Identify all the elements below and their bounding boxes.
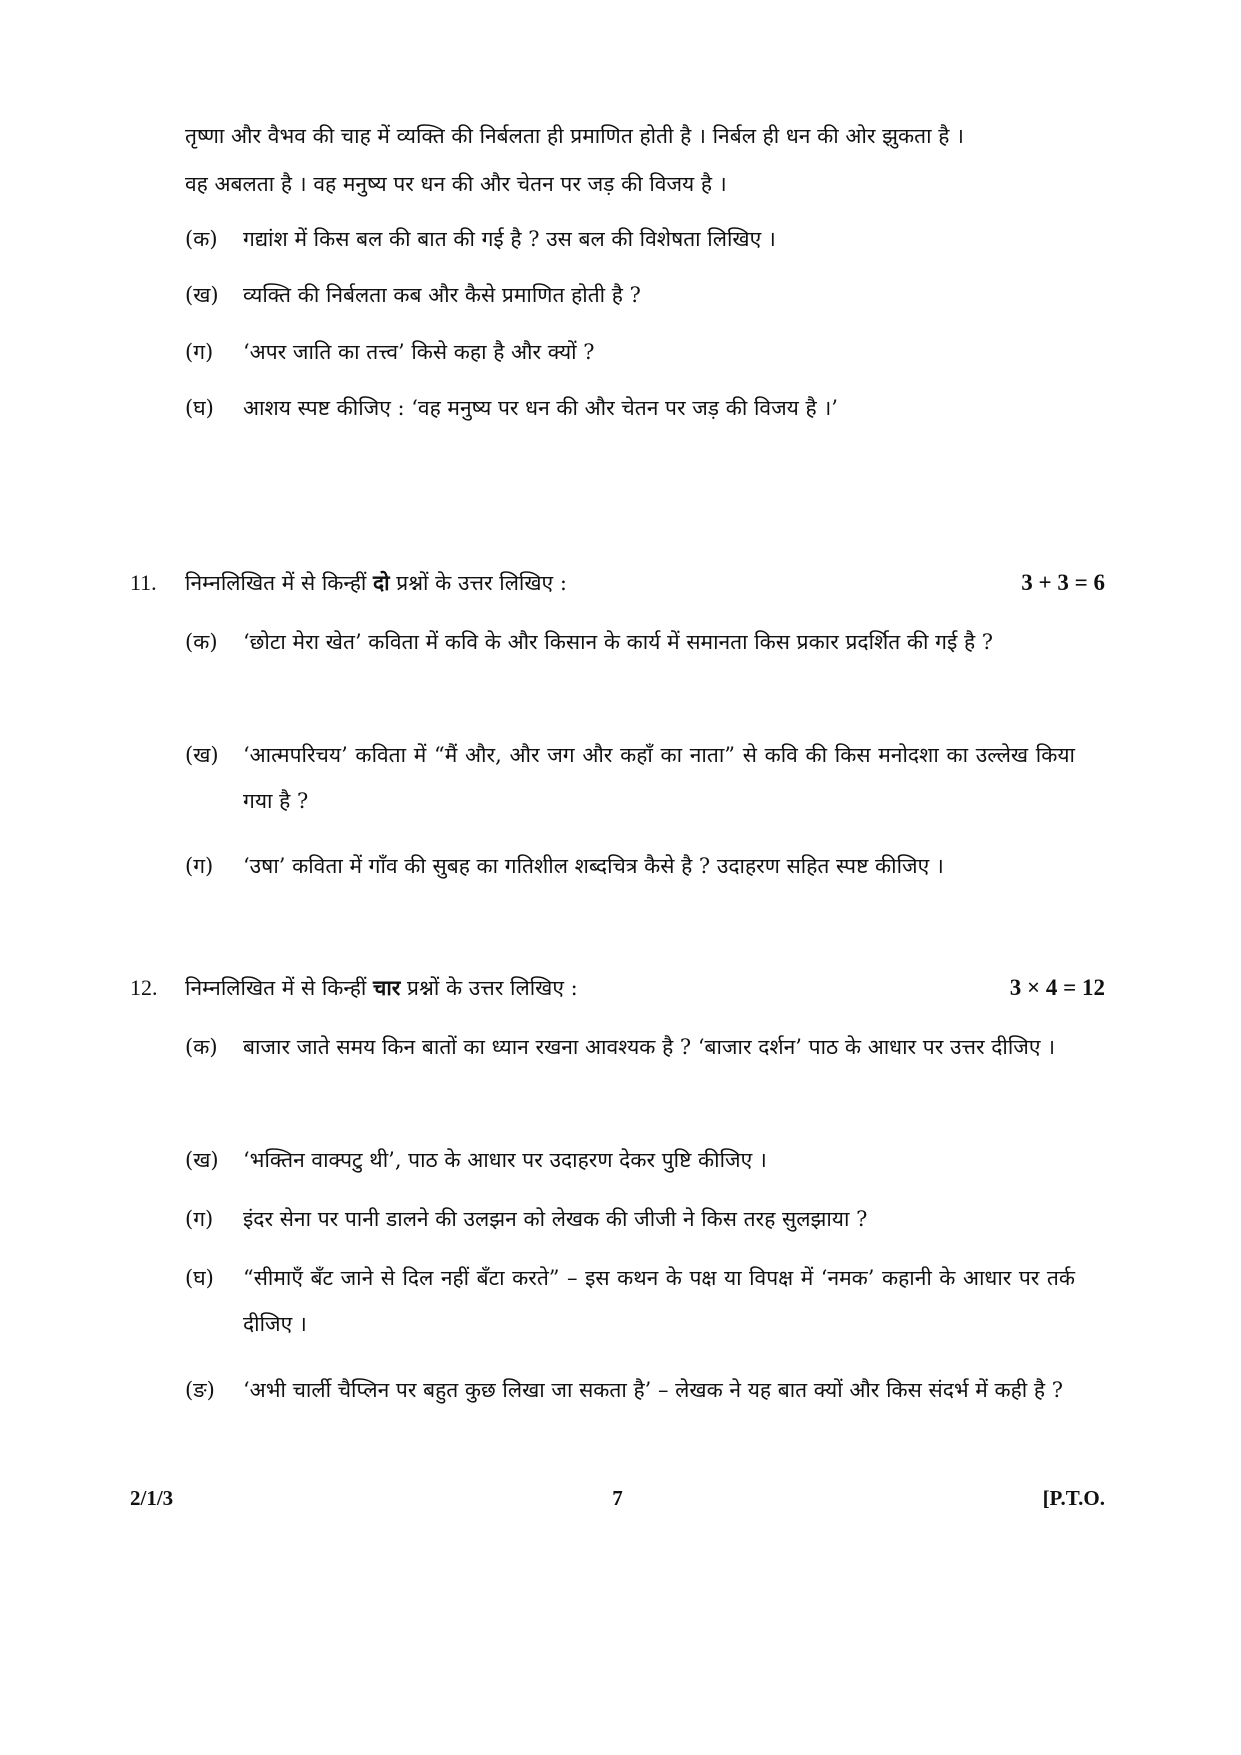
paper-code: 2/1/3	[130, 1486, 174, 1510]
part-label: (ग)	[185, 340, 214, 364]
q12-part-gha	[185, 1255, 1075, 1347]
part-label: (ग)	[185, 1207, 214, 1231]
question-12-header	[130, 972, 1105, 1004]
q12-part-ga	[185, 1196, 1075, 1242]
part-label: (क)	[185, 1035, 218, 1059]
part-label: (ग)	[185, 854, 214, 878]
question-marks: 3 × 4 = 12	[1009, 975, 1105, 1000]
prompt-text: प्रश्नों के उत्तर लिखिए :	[400, 976, 578, 1000]
part-label: (घ)	[185, 1266, 214, 1290]
part-text: ‘अभी चार्ली चैप्लिन पर बहुत कुछ लिखा जा सकता है’ – लेखक ने यह बात क्यों और किस संदर्भ में कही है ?	[243, 1378, 1064, 1402]
part-text: इंदर सेना पर पानी डालने की उलझन को लेखक की जीजी ने किस तरह सुलझाया ?	[243, 1207, 868, 1231]
question-prompt	[185, 567, 567, 599]
q11-part-ga	[185, 843, 1075, 889]
please-turn-over: [P.T.O.	[1042, 1486, 1105, 1510]
prompt-text: प्रश्नों के उत्तर लिखिए :	[389, 571, 567, 595]
part-text: बाजार जाते समय किन बातों का ध्यान रखना आवश्यक है ? ‘बाजार दर्शन’ पाठ के आधार पर उत्तर दीजिए ।	[243, 1035, 1056, 1059]
prompt-emphasis: चार	[372, 975, 401, 1000]
part-text: ‘अपर जाति का तत्त्व’ किसे कहा है और क्यों ?	[243, 340, 595, 364]
prompt-text: निम्नलिखित में से किन्हीं	[185, 976, 373, 1000]
q12-part-kha	[185, 1137, 1075, 1183]
part-text: आशय स्पष्ट कीजिए : ‘वह मनुष्य पर धन की और चेतन पर जड़ की विजय है ।’	[243, 396, 838, 420]
part-label: (घ)	[185, 396, 214, 420]
part-text: ‘छोटा मेरा खेत’ कविता में कवि के और किसान के कार्य में समानता किस प्रकार प्रदर्शित की गई है ?	[243, 630, 994, 654]
part-label: (ङ)	[185, 1378, 215, 1402]
question-number: 11.	[130, 570, 157, 595]
part-text: व्यक्ति की निर्बलता कब और कैसे प्रमाणित होती है ?	[243, 283, 641, 307]
part-text: “सीमाएँ बँट जाने से दिल नहीं बँटा करते” – इस कथन के पक्ष या विपक्ष में ‘नमक’ कहानी के आधार पर तर्क दीजिए ।	[243, 1266, 1075, 1336]
question-11-header	[130, 567, 1105, 599]
part-text: ‘भक्तिन वाक्पटु थी’, पाठ के आधार पर उदाहरण देकर पुष्टि कीजिए ।	[243, 1148, 767, 1172]
q10-part-kha	[185, 272, 1075, 318]
passage-line-1: तृष्णा और वैभव की चाह में व्यक्ति की निर्बलता ही प्रमाणित होती है । निर्बल ही धन की ओर झुकता है ।	[185, 124, 964, 148]
part-text: ‘आत्मपरिचय’ कविता में “मैं और, और जग और कहाँ का नाता” से कवि की किस मनोदशा का उल्लेख किया गया है ?	[243, 743, 1075, 813]
part-label: (ख)	[185, 743, 219, 767]
part-label: (क)	[185, 630, 218, 654]
passage	[185, 112, 1095, 208]
part-label: (ख)	[185, 1148, 219, 1172]
part-text: ‘उषा’ कविता में गाँव की सुबह का गतिशील शब्दचित्र कैसे है ? उदाहरण सहित स्पष्ट कीजिए ।	[243, 854, 944, 878]
page-number: 7	[612, 1486, 623, 1510]
question-number: 12.	[130, 975, 158, 1000]
part-text: गद्यांश में किस बल की बात की गई है ? उस बल की विशेषता लिखिए ।	[243, 227, 776, 251]
q10-part-ga	[185, 329, 1075, 375]
part-label: (क)	[185, 227, 218, 251]
part-label: (ख)	[185, 283, 219, 307]
question-prompt	[185, 972, 578, 1004]
q11-part-kha	[185, 732, 1075, 824]
q10-part-ka	[185, 216, 1075, 262]
q11-part-ka	[185, 619, 1075, 665]
prompt-text: निम्नलिखित में से किन्हीं	[185, 571, 373, 595]
q10-part-gha	[185, 385, 1075, 431]
q12-part-ka	[185, 1024, 1075, 1070]
q12-part-nga	[185, 1367, 1075, 1413]
prompt-emphasis: दो	[372, 570, 390, 595]
passage-line-2: वह अबलता है । वह मनुष्य पर धन की और चेतन पर जड़ की विजय है ।	[185, 172, 727, 196]
question-marks: 3 + 3 = 6	[1021, 570, 1105, 595]
